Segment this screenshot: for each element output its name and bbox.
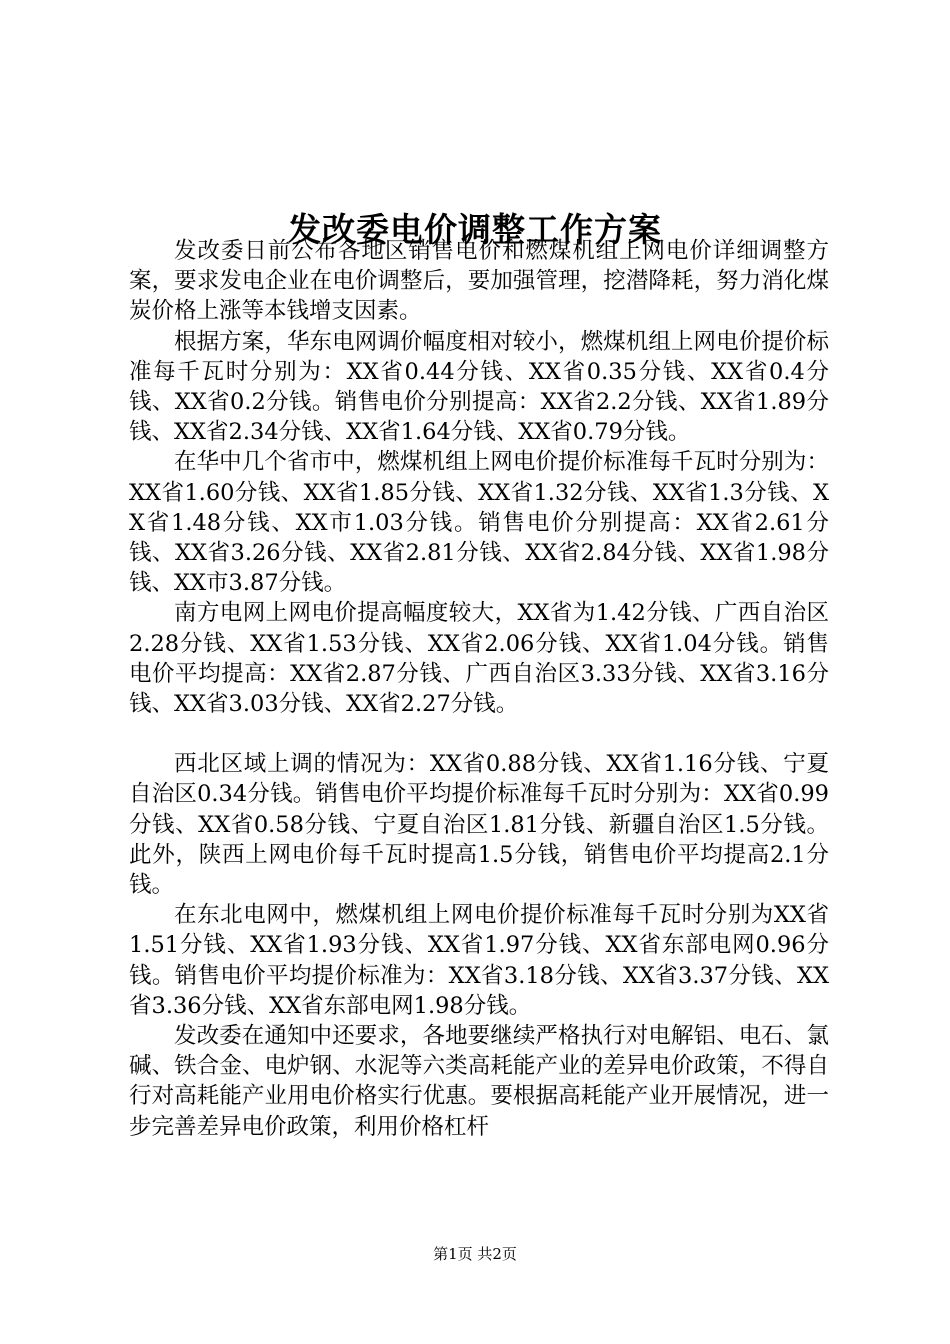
paragraph-east-china-grid: 根据方案，华东电网调价幅度相对较小，燃煤机组上网电价提价标准每千瓦时分别为：XX省0.44分钱、XX省0.35分钱、XX省0.4分钱、XX省0.2分钱。销售电价分别提高：XX省2.2分钱、XX省1.89分钱、XX省2.34分钱、XX省1.64分钱、XX省0.79分钱。	[129, 328, 829, 446]
document-title: 发改委电价调整工作方案	[288, 210, 662, 250]
paragraph-central-china: 在华中几个省市中，燃煤机组上网电价提价标准每千瓦时分别为：XX省1.60分钱、XX省1.85分钱、XX省1.32分钱、XX省1.3分钱、XX省1.48分钱、XX市1.03分钱。销售电价分别提高：XX省2.61分钱、XX省3.26分钱、XX省2.81分钱、XX省2.84分钱、XX省1.98分钱、XX市3.87分钱。	[129, 449, 829, 597]
paragraph-northeast-grid: 在东北电网中，燃煤机组上网电价提价标准每千瓦时分别为XX省1.51分钱、XX省1.93分钱、XX省1.97分钱、XX省东部电网0.96分钱。销售电价平均提价标准为：XX省3.18分钱、XX省3.37分钱、XX省3.36分钱、XX省东部电网1.98分钱。	[129, 902, 829, 1019]
paragraph-high-energy-policy: 发改委在通知中还要求，各地要继续严格执行对电解铝、电石、氯碱、铁合金、电炉钢、水泥等六类高耗能产业的差异电价政策，不得自行对高耗能产业用电价格实行优惠。要根据高耗能产业开展情况，进一步完善差异电价政策，利用价格杠杆	[129, 1023, 829, 1140]
document-body	[129, 236, 829, 1142]
paragraph-south-grid: 南方电网上网电价提高幅度较大，XX省为1.42分钱、广西自治区2.28分钱、XX省1.53分钱、XX省2.06分钱、XX省1.04分钱。销售电价平均提高：XX省2.87分钱、广西自治区3.33分钱、XX省3.16分钱、XX省3.03分钱、XX省2.27分钱。	[129, 600, 829, 718]
page-number-footer: 第1页 共2页	[433, 1245, 517, 1263]
paragraph-northwest: 西北区域上调的情况为：XX省0.88分钱、XX省1.16分钱、宁夏自治区0.34分钱。销售电价平均提价标准每千瓦时分别为：XX省0.99分钱、XX省0.58分钱、宁夏自治区1.81分钱、新疆自治区1.5分钱。此外，陕西上网电价每千瓦时提高1.5分钱，销售电价平均提高2.1分钱。	[129, 751, 829, 899]
paragraph-intro: 发改委日前公布各地区销售电价和燃煤机组上网电价详细调整方案，要求发电企业在电价调整后，要加强管理，挖潜降耗，努力消化煤炭价格上涨等本钱增支因素。	[129, 238, 829, 325]
